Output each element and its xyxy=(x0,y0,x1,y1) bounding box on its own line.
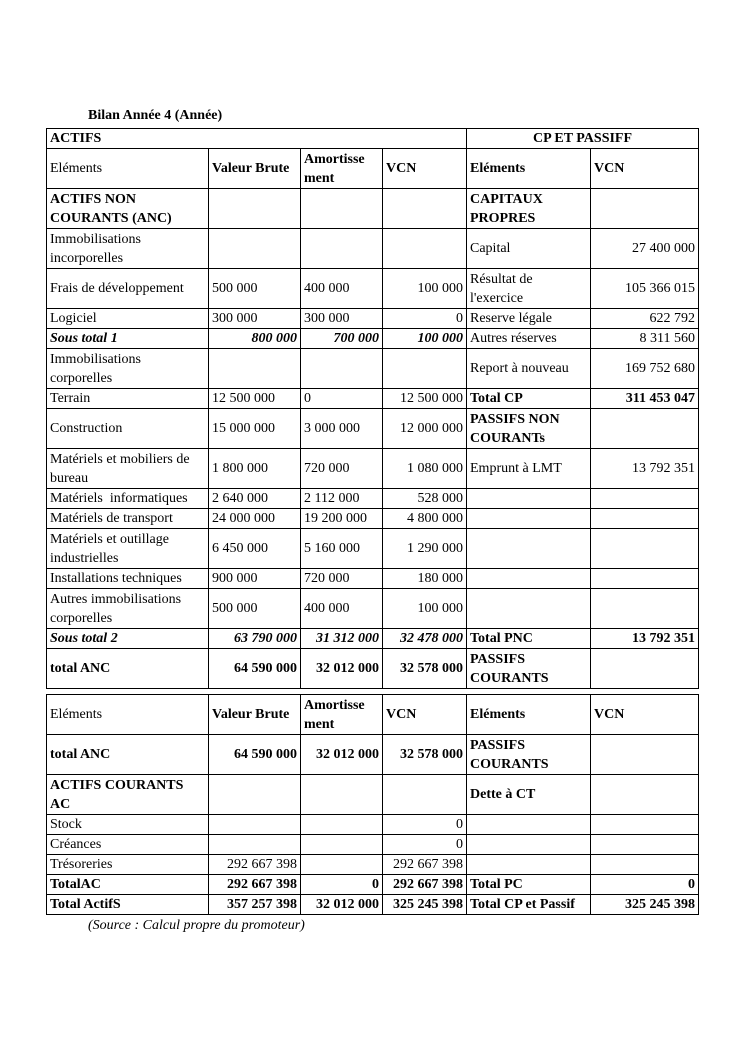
passif-vcn-cell xyxy=(591,855,699,875)
actif-label: Stock xyxy=(47,815,209,835)
passif-label: Emprunt à LMT xyxy=(467,449,591,489)
table-row xyxy=(47,775,699,815)
table-row xyxy=(47,629,699,649)
vcn-cell xyxy=(383,189,467,229)
actif-label: Frais de développement xyxy=(47,269,209,309)
passif-vcn-cell: 27 400 000 xyxy=(591,229,699,269)
passif-vcn-cell: 311 453 047 xyxy=(591,389,699,409)
col-header-elements: Eléments xyxy=(47,695,209,735)
header-row-sections xyxy=(47,129,699,149)
vcn-cell: 1 290 000 xyxy=(383,529,467,569)
actif-label: Immobilisations incorporelles xyxy=(47,229,209,269)
amortissement-cell: 400 000 xyxy=(301,269,383,309)
passif-vcn-cell: 8 311 560 xyxy=(591,329,699,349)
table-row xyxy=(47,349,699,389)
passif-label xyxy=(467,569,591,589)
valeur-brute-cell: 64 590 000 xyxy=(209,649,301,689)
actif-label: Construction xyxy=(47,409,209,449)
cp-passif-header: CP ET PASSIFF xyxy=(467,129,699,149)
valeur-brute-cell: 24 000 000 xyxy=(209,509,301,529)
vcn-cell: 528 000 xyxy=(383,489,467,509)
table-row xyxy=(47,449,699,489)
vcn-cell: 0 xyxy=(383,815,467,835)
vcn-cell xyxy=(383,775,467,815)
vcn-cell: 1 080 000 xyxy=(383,449,467,489)
vcn-cell: 32 578 000 xyxy=(383,735,467,775)
amortissement-cell: 19 200 000 xyxy=(301,509,383,529)
vcn-cell: 0 xyxy=(383,835,467,855)
valeur-brute-cell xyxy=(209,229,301,269)
valeur-brute-cell xyxy=(209,815,301,835)
passif-label: Autres réserves xyxy=(467,329,591,349)
passif-label: Total CP et Passif xyxy=(467,895,591,915)
passif-label: Total CP xyxy=(467,389,591,409)
actif-label: TotalAC xyxy=(47,875,209,895)
actif-label: Sous total 1 xyxy=(47,329,209,349)
passif-vcn-cell xyxy=(591,409,699,449)
amortissement-cell xyxy=(301,229,383,269)
amortissement-cell: 32 012 000 xyxy=(301,735,383,775)
passif-label xyxy=(467,835,591,855)
valeur-brute-cell: 292 667 398 xyxy=(209,875,301,895)
table-row xyxy=(47,569,699,589)
col-header-vcn: VCN xyxy=(383,695,467,735)
passif-vcn-cell xyxy=(591,529,699,569)
passif-label: Capital xyxy=(467,229,591,269)
amortissement-cell: 400 000 xyxy=(301,589,383,629)
passif-vcn-cell xyxy=(591,815,699,835)
vcn-cell: 100 000 xyxy=(383,589,467,629)
col-header-passif-vcn: VCN xyxy=(591,695,699,735)
passif-vcn-cell xyxy=(591,835,699,855)
passif-label: PASSIFS NON COURANTs xyxy=(467,409,591,449)
valeur-brute-cell xyxy=(209,835,301,855)
actif-label: Matériels et outillage industrielles xyxy=(47,529,209,569)
amortissement-cell: 300 000 xyxy=(301,309,383,329)
passif-vcn-cell xyxy=(591,189,699,229)
passif-label: Total PNC xyxy=(467,629,591,649)
col-header-valeur-brute: Valeur Brute xyxy=(209,149,301,189)
vcn-cell: 100 000 xyxy=(383,329,467,349)
valeur-brute-cell: 357 257 398 xyxy=(209,895,301,915)
table-row xyxy=(47,589,699,629)
vcn-cell: 12 000 000 xyxy=(383,409,467,449)
passif-vcn-cell: 105 366 015 xyxy=(591,269,699,309)
table-row xyxy=(47,189,699,229)
col-header-elements: Eléments xyxy=(47,149,209,189)
valeur-brute-cell: 64 590 000 xyxy=(209,735,301,775)
valeur-brute-cell: 800 000 xyxy=(209,329,301,349)
source-note: (Source : Calcul propre du promoteur) xyxy=(88,918,305,933)
table-row xyxy=(47,529,699,569)
amortissement-cell: 32 012 000 xyxy=(301,895,383,915)
valeur-brute-cell: 292 667 398 xyxy=(209,855,301,875)
col-header-amortissement: Amortisse ment xyxy=(301,149,383,189)
table-row xyxy=(47,815,699,835)
passif-vcn-cell xyxy=(591,489,699,509)
table-row xyxy=(47,855,699,875)
amortissement-cell: 720 000 xyxy=(301,569,383,589)
valeur-brute-cell: 500 000 xyxy=(209,589,301,629)
amortissement-cell xyxy=(301,855,383,875)
table-row xyxy=(47,229,699,269)
amortissement-cell xyxy=(301,189,383,229)
col-header-amortissement: Amortisse ment xyxy=(301,695,383,735)
actif-label: total ANC xyxy=(47,649,209,689)
balance-sheet-table-continued xyxy=(46,694,699,915)
header-row-columns xyxy=(47,695,699,735)
passif-vcn-cell xyxy=(591,569,699,589)
col-header-passif-elements: Eléments xyxy=(467,149,591,189)
actif-label: Trésoreries xyxy=(47,855,209,875)
passif-vcn-cell: 325 245 398 xyxy=(591,895,699,915)
amortissement-cell: 0 xyxy=(301,389,383,409)
vcn-cell: 32 578 000 xyxy=(383,649,467,689)
valeur-brute-cell xyxy=(209,189,301,229)
valeur-brute-cell xyxy=(209,349,301,389)
table-row xyxy=(47,835,699,855)
vcn-cell: 100 000 xyxy=(383,269,467,309)
valeur-brute-cell: 900 000 xyxy=(209,569,301,589)
amortissement-cell: 700 000 xyxy=(301,329,383,349)
table-row xyxy=(47,895,699,915)
valeur-brute-cell: 500 000 xyxy=(209,269,301,309)
vcn-cell: 32 478 000 xyxy=(383,629,467,649)
actif-label: Logiciel xyxy=(47,309,209,329)
vcn-cell: 292 667 398 xyxy=(383,875,467,895)
amortissement-cell xyxy=(301,775,383,815)
passif-label: Total PC xyxy=(467,875,591,895)
amortissement-cell: 3 000 000 xyxy=(301,409,383,449)
passif-label xyxy=(467,815,591,835)
actif-label: Terrain xyxy=(47,389,209,409)
passif-label: Report à nouveau xyxy=(467,349,591,389)
passif-vcn-cell xyxy=(591,775,699,815)
table-row xyxy=(47,409,699,449)
table-row xyxy=(47,735,699,775)
actif-label: Sous total 2 xyxy=(47,629,209,649)
table-row xyxy=(47,649,699,689)
vcn-cell: 0 xyxy=(383,309,467,329)
valeur-brute-cell: 1 800 000 xyxy=(209,449,301,489)
vcn-cell: 12 500 000 xyxy=(383,389,467,409)
vcn-cell: 4 800 000 xyxy=(383,509,467,529)
table-row xyxy=(47,875,699,895)
table-row xyxy=(47,389,699,409)
actif-label: Matériels et mobiliers de bureau xyxy=(47,449,209,489)
header-row-columns xyxy=(47,149,699,189)
passif-label xyxy=(467,509,591,529)
actif-label: Installations techniques xyxy=(47,569,209,589)
passif-label xyxy=(467,489,591,509)
vcn-cell: 180 000 xyxy=(383,569,467,589)
amortissement-cell: 720 000 xyxy=(301,449,383,489)
valeur-brute-cell: 15 000 000 xyxy=(209,409,301,449)
table-row xyxy=(47,329,699,349)
passif-vcn-cell: 13 792 351 xyxy=(591,629,699,649)
passif-vcn-cell: 0 xyxy=(591,875,699,895)
passif-vcn-cell: 13 792 351 xyxy=(591,449,699,489)
balance-sheet-table xyxy=(46,128,699,689)
actif-label: Total ActifS xyxy=(47,895,209,915)
amortissement-cell: 2 112 000 xyxy=(301,489,383,509)
actif-label: Matériels de transport xyxy=(47,509,209,529)
vcn-cell: 325 245 398 xyxy=(383,895,467,915)
amortissement-cell xyxy=(301,835,383,855)
amortissement-cell: 5 160 000 xyxy=(301,529,383,569)
valeur-brute-cell: 2 640 000 xyxy=(209,489,301,509)
amortissement-cell xyxy=(301,349,383,389)
table-row xyxy=(47,509,699,529)
passif-label xyxy=(467,589,591,629)
actif-label: ACTIFS COURANTS AC xyxy=(47,775,209,815)
amortissement-cell: 31 312 000 xyxy=(301,629,383,649)
passif-label xyxy=(467,529,591,569)
passif-vcn-cell xyxy=(591,649,699,689)
amortissement-cell xyxy=(301,815,383,835)
vcn-cell: 292 667 398 xyxy=(383,855,467,875)
vcn-cell xyxy=(383,349,467,389)
passif-vcn-cell xyxy=(591,509,699,529)
amortissement-cell: 0 xyxy=(301,875,383,895)
passif-label: Reserve légale xyxy=(467,309,591,329)
actif-label: Autres immobilisations corporelles xyxy=(47,589,209,629)
actif-label: Créances xyxy=(47,835,209,855)
col-header-valeur-brute: Valeur Brute xyxy=(209,695,301,735)
col-header-passif-vcn: VCN xyxy=(591,149,699,189)
col-header-vcn: VCN xyxy=(383,149,467,189)
passif-label: CAPITAUX PROPRES xyxy=(467,189,591,229)
passif-label xyxy=(467,855,591,875)
passif-vcn-cell xyxy=(591,589,699,629)
table-row xyxy=(47,269,699,309)
amortissement-cell: 32 012 000 xyxy=(301,649,383,689)
passif-label: PASSIFS COURANTS xyxy=(467,735,591,775)
passif-label: Résultat de l'exercice xyxy=(467,269,591,309)
actif-label: total ANC xyxy=(47,735,209,775)
actif-label: Matériels informatiques xyxy=(47,489,209,509)
table-row xyxy=(47,489,699,509)
actifs-header: ACTIFS xyxy=(47,129,467,149)
vcn-cell xyxy=(383,229,467,269)
col-header-passif-elements: Eléments xyxy=(467,695,591,735)
table-row xyxy=(47,309,699,329)
passif-vcn-cell: 622 792 xyxy=(591,309,699,329)
actif-label: Immobilisations corporelles xyxy=(47,349,209,389)
passif-label: PASSIFS COURANTS xyxy=(467,649,591,689)
valeur-brute-cell: 300 000 xyxy=(209,309,301,329)
passif-vcn-cell xyxy=(591,735,699,775)
valeur-brute-cell: 6 450 000 xyxy=(209,529,301,569)
valeur-brute-cell xyxy=(209,775,301,815)
passif-label: Dette à CT xyxy=(467,775,591,815)
actif-label: ACTIFS NON COURANTS (ANC) xyxy=(47,189,209,229)
passif-vcn-cell: 169 752 680 xyxy=(591,349,699,389)
valeur-brute-cell: 63 790 000 xyxy=(209,629,301,649)
page-title: Bilan Année 4 (Année) xyxy=(88,108,223,123)
valeur-brute-cell: 12 500 000 xyxy=(209,389,301,409)
